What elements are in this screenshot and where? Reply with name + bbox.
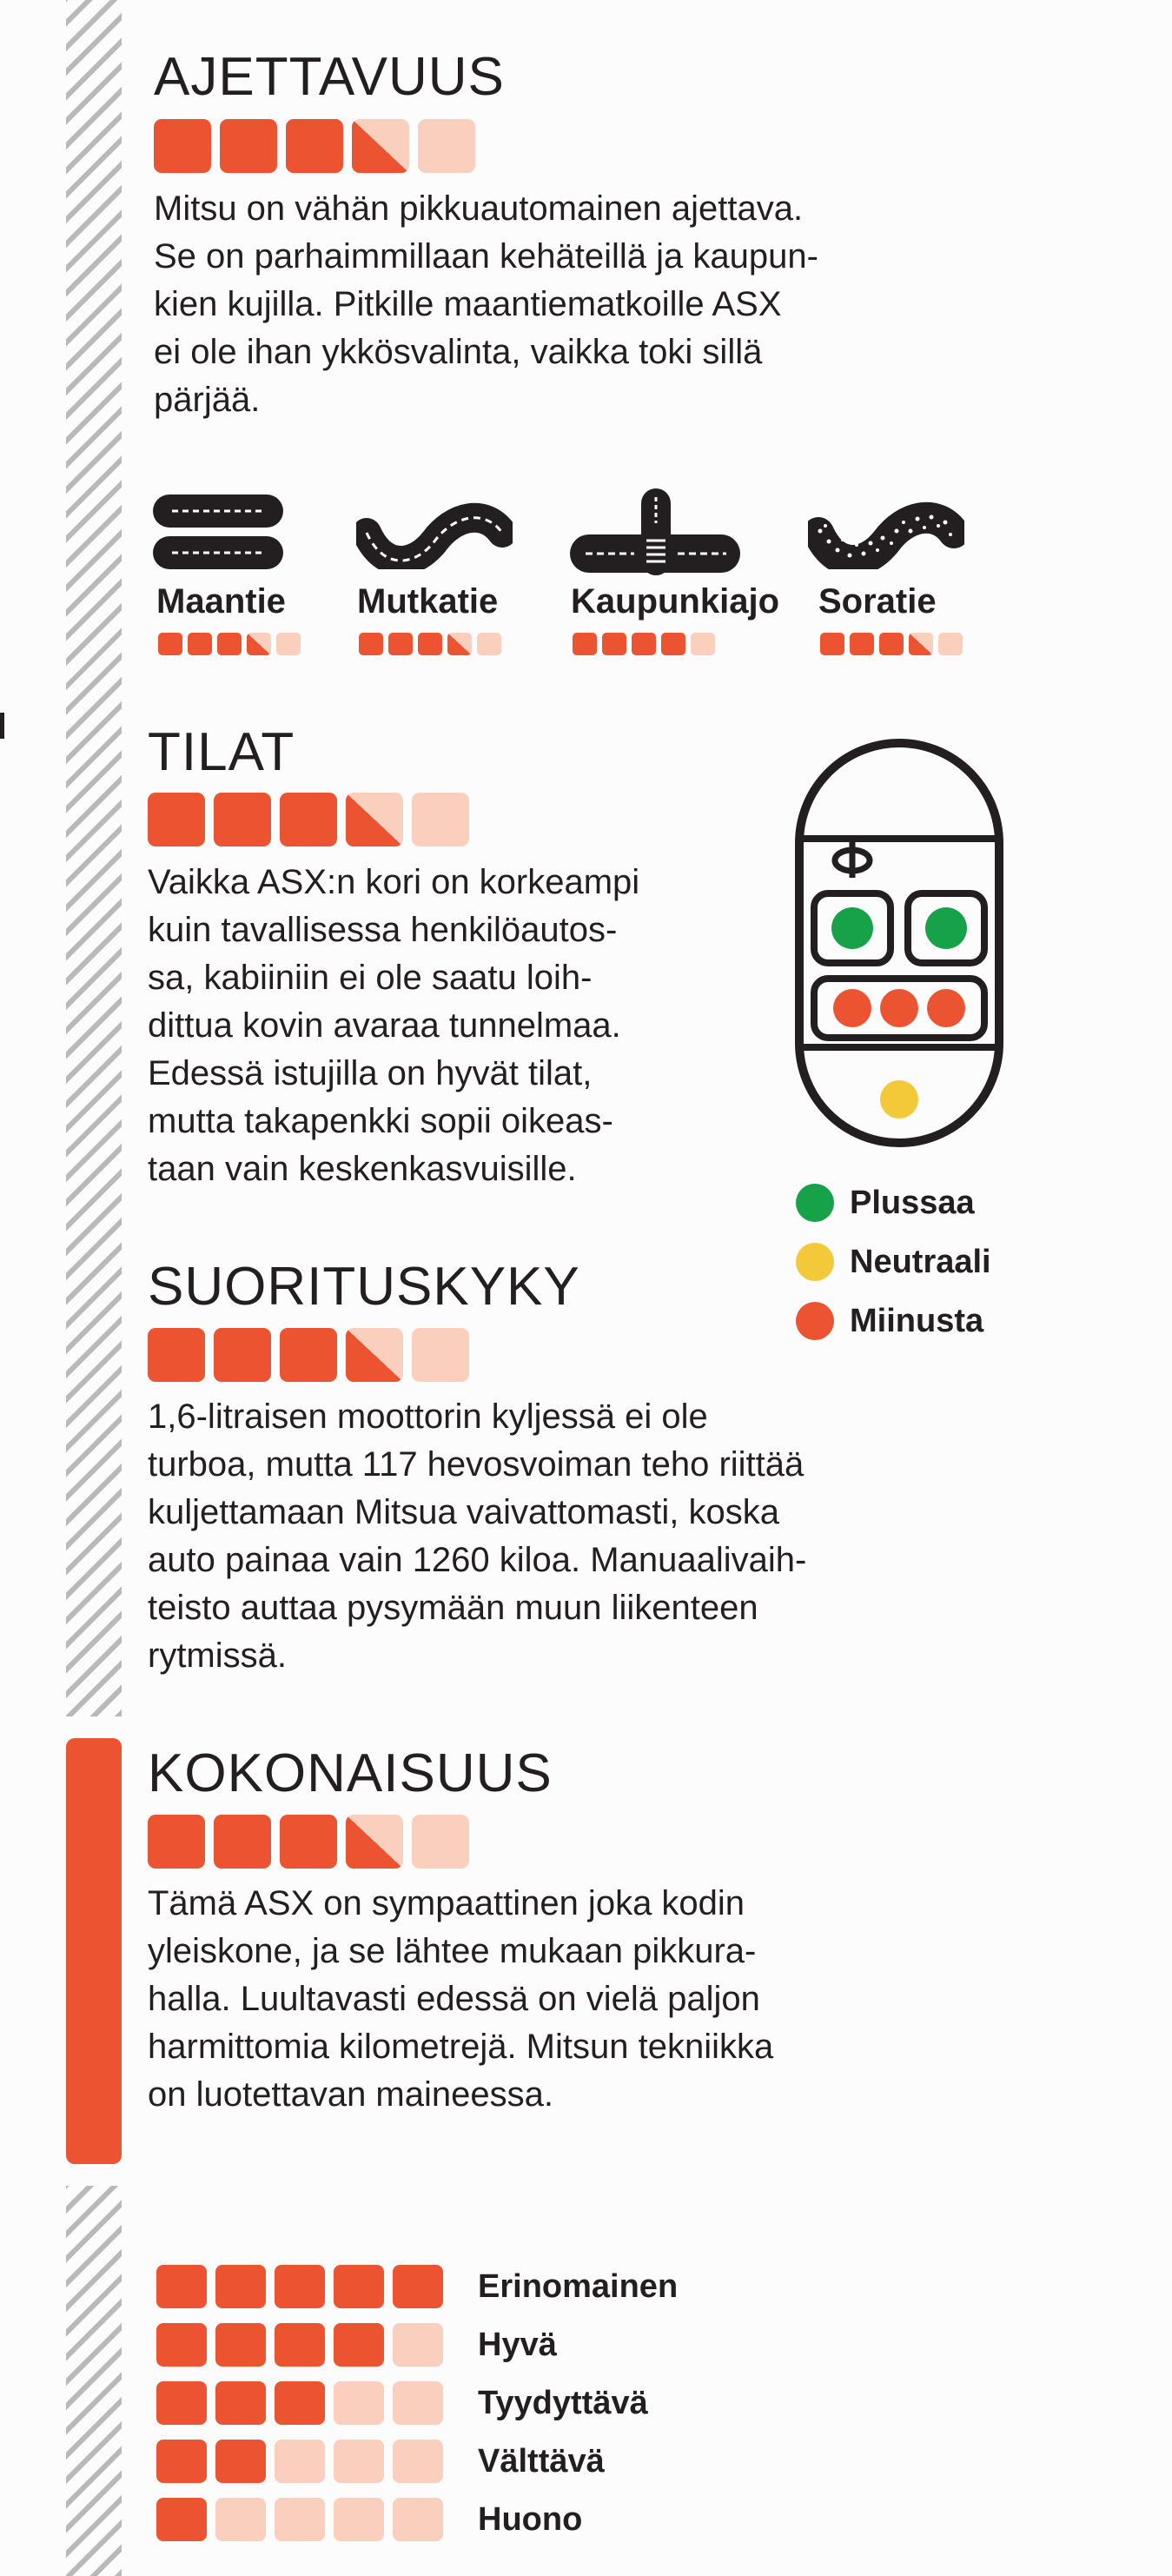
rating-square-full (280, 793, 337, 846)
seat-key-label: Plussaa (850, 1184, 975, 1221)
front-seat-right (925, 907, 967, 949)
rating-square-full (286, 119, 343, 173)
rating-square-full (215, 2440, 266, 2483)
decorative-stripe-bottom (66, 2186, 122, 2576)
rating-legend-hyva (156, 2323, 443, 2367)
rating-square-full (393, 2265, 443, 2308)
rating-square-empty (412, 1815, 469, 1869)
scale-legend-row (156, 2381, 648, 2425)
section-text-kokonaisuus: Tämä ASX on sympaattinen joka kodin yleiskone, ja se lähtee mukaan pikkura- halla. Luultavasti edessä on vielä paljon harmittomia kilometrejä. Mitsun tekniikka on luotettavan maineessa. (148, 1884, 774, 2114)
rating-square-full (280, 1328, 337, 1382)
rating-square-empty (393, 2440, 443, 2483)
rating-kokonaisuus (148, 1815, 469, 1869)
green-dot-icon (796, 1184, 834, 1222)
rating-square-full (148, 1815, 205, 1869)
rating-square-full (215, 2381, 266, 2425)
rating-square-full (188, 633, 212, 655)
rating-square-empty (477, 633, 501, 655)
rating-square-empty (275, 2440, 325, 2483)
rating-square-empty (691, 633, 715, 655)
rear-seat-middle (880, 989, 918, 1027)
rating-square-full (418, 633, 442, 655)
rating-square-full (280, 1815, 337, 1869)
rating-square-half (447, 633, 472, 655)
rating-square-empty (215, 2498, 266, 2541)
legend-label: Erinomainen (478, 2267, 679, 2305)
rating-square-full (156, 2265, 207, 2308)
rating-square-full (154, 119, 211, 173)
scale-legend-row (156, 2265, 678, 2308)
rating-square-full (602, 633, 626, 655)
rating-square-empty (275, 2498, 325, 2541)
rating-legend-tyydyttava (156, 2381, 443, 2425)
road-label-maantie: Maantie (156, 582, 286, 621)
rating-square-half (909, 633, 933, 655)
rear-seat-right (927, 989, 965, 1027)
rating-square-full (156, 2440, 207, 2483)
rating-square-full (275, 2323, 325, 2367)
rating-square-empty (393, 2498, 443, 2541)
rating-legend-huono (156, 2498, 443, 2541)
legend-label: Tyydyttävä (478, 2384, 648, 2421)
legend-label: Välttävä (478, 2442, 605, 2480)
rating-square-full (217, 633, 242, 655)
road-icon-gravel (808, 500, 964, 569)
rating-square-full (359, 633, 383, 655)
rating-square-full (850, 633, 874, 655)
rating-soratie (820, 633, 963, 655)
rating-square-empty (393, 2323, 443, 2367)
rating-square-full (661, 633, 685, 655)
rating-tilat (148, 793, 469, 846)
legend-label: Hyvä (478, 2326, 557, 2363)
rating-square-full (148, 1328, 205, 1382)
rating-kaupunkiajo (573, 633, 715, 655)
rating-square-empty (412, 1328, 469, 1382)
section-heading-suorituskyky: SUORITUSKYKY (148, 1257, 580, 1317)
road-icon-winding (356, 500, 513, 569)
rating-suorituskyky (148, 1328, 469, 1382)
seat-key-plus (796, 1184, 975, 1222)
section-heading-ajettavuus: AJETTAVUUS (154, 47, 505, 107)
road-label-kaupunkiajo: Kaupunkiajo (571, 582, 780, 621)
gravel-road-icon (808, 500, 964, 569)
section-text-ajettavuus: Mitsu on vähän pikkuautomainen ajettava. Se on parhaimmillaan kehäteillä ja kaupun- kien kujilla. Pitkille maantiematkoille ASX ei ole ihan ykkösvalinta, vaikka toki sillä pärjää. (154, 189, 818, 419)
rating-square-full (156, 2323, 207, 2367)
rating-square-full (334, 2265, 384, 2308)
seat-key-label: Neutraali (850, 1243, 991, 1280)
rating-square-full (156, 2381, 207, 2425)
scale-legend-row (156, 2440, 605, 2483)
rating-square-empty (418, 119, 475, 173)
rating-maantie (158, 633, 301, 655)
rating-square-empty (393, 2381, 443, 2425)
rating-square-half (346, 1815, 403, 1869)
road-icon-highway (153, 491, 283, 574)
yellow-dot-icon (796, 1243, 834, 1281)
section-text-tilat: Vaikka ASX:n kori on korkeampi kuin tavallisessa henkilöautos- sa, kabiiniin ei ole saatu loih- dittua kovin avaraa tunnelmaa. Edessä istujilla on hyvät tilat, mutta takapenkki sopii oikeas- taan vain keskenkasvuisille. (148, 863, 640, 1188)
rating-square-half (346, 793, 403, 846)
seat-key-neutral (796, 1243, 991, 1281)
rating-square-full (879, 633, 904, 655)
rating-square-full (820, 633, 844, 655)
rating-ajettavuus (154, 119, 475, 173)
edge-mark (0, 713, 4, 739)
section-heading-tilat: TILAT (148, 722, 295, 782)
trunk-space (880, 1080, 918, 1119)
seat-key-label: Miinusta (850, 1302, 984, 1339)
rating-square-full (220, 119, 277, 173)
section-heading-kokonaisuus: KOKONAISUUS (148, 1743, 553, 1803)
car-seat-layout-icon (795, 739, 1003, 1147)
rating-square-full (275, 2265, 325, 2308)
rating-square-half (247, 633, 271, 655)
highlight-bar (66, 1738, 122, 2164)
section-text-suorituskyky: 1,6-litraisen moottorin kyljessä ei ole turboa, mutta 117 hevosvoiman teho riittää kuljettamaan Mitsua vaivattomasti, koska auto painaa vain 1260 kiloa. Manuaalivaih- teisto auttaa pysymään muun liikenteen rytmissä. (148, 1398, 807, 1675)
rear-seat-left (833, 989, 871, 1027)
rating-mutkatie (359, 633, 501, 655)
rating-square-full (275, 2381, 325, 2425)
legend-label: Huono (478, 2500, 583, 2538)
front-seat-left (831, 907, 873, 949)
rating-square-full (215, 2265, 266, 2308)
decorative-stripe-top (66, 0, 122, 1716)
rating-square-full (214, 1815, 271, 1869)
rating-square-full (388, 633, 413, 655)
scale-legend-row (156, 2498, 582, 2541)
rating-square-full (215, 2323, 266, 2367)
rating-square-empty (412, 793, 469, 846)
city-road-icon (570, 487, 740, 578)
road-label-soratie: Soratie (818, 582, 937, 621)
rating-square-full (156, 2498, 207, 2541)
rating-square-full (573, 633, 597, 655)
rating-square-full (214, 793, 271, 846)
highway-icon (153, 491, 283, 574)
red-dot-icon (796, 1302, 834, 1340)
rating-square-full (334, 2323, 384, 2367)
rating-square-empty (334, 2440, 384, 2483)
rating-square-empty (938, 633, 963, 655)
scale-legend-row (156, 2323, 557, 2367)
rating-square-half (352, 119, 409, 173)
rating-square-empty (334, 2381, 384, 2425)
road-icon-city (570, 487, 740, 578)
seat-key-minus (796, 1302, 983, 1340)
road-label-mutkatie: Mutkatie (357, 582, 499, 621)
rating-legend-valttava (156, 2440, 443, 2483)
rating-square-empty (334, 2498, 384, 2541)
rating-square-full (158, 633, 182, 655)
rating-square-half (346, 1328, 403, 1382)
rating-square-full (632, 633, 656, 655)
rating-square-empty (276, 633, 301, 655)
rating-square-full (214, 1328, 271, 1382)
rating-legend-erinomainen (156, 2265, 443, 2308)
winding-road-icon (356, 500, 513, 569)
rating-square-full (148, 793, 205, 846)
